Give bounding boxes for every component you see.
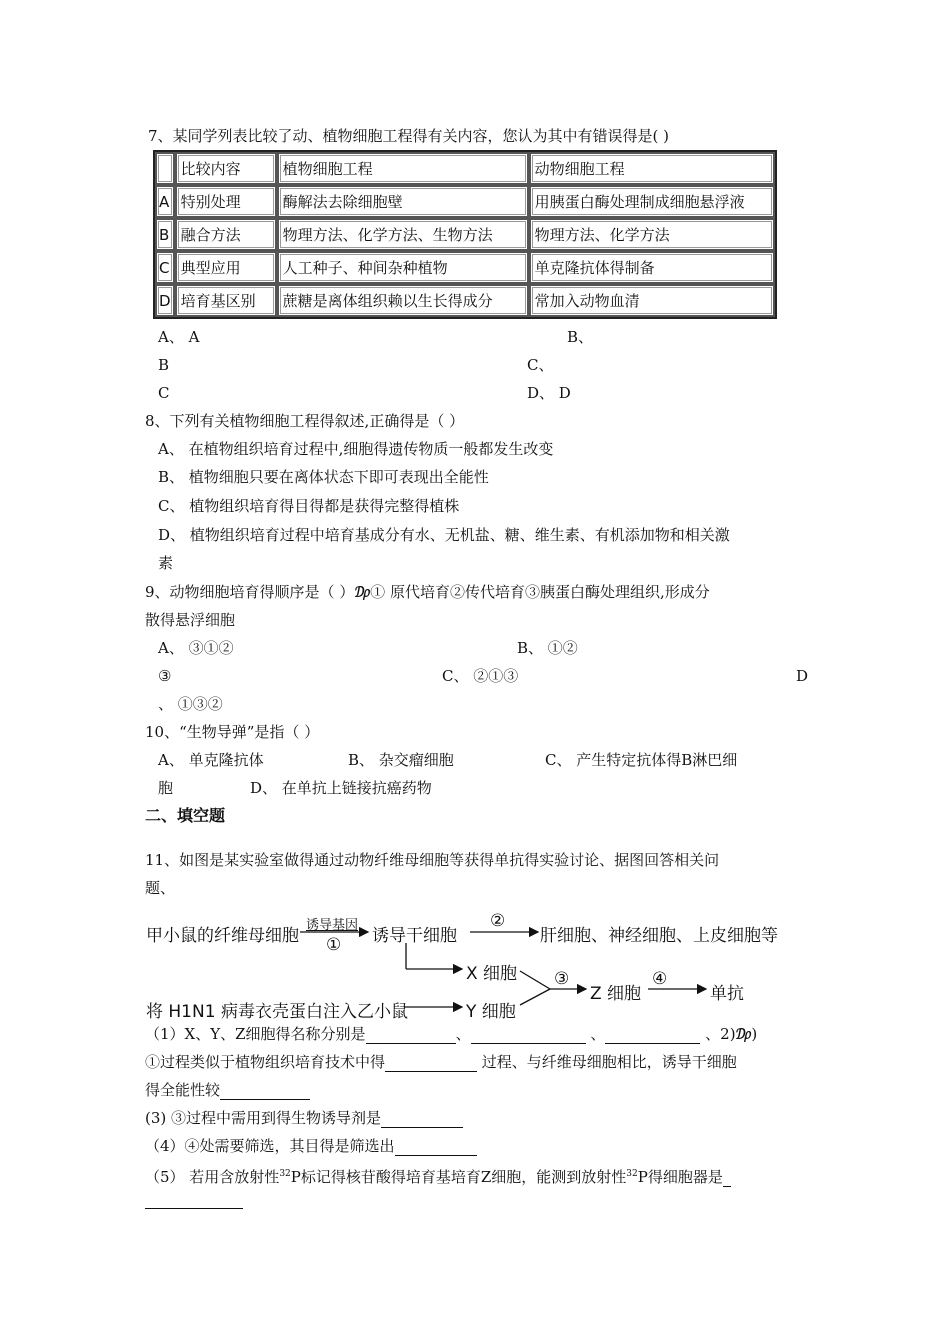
section-title: 二、填空题 [145,806,226,825]
q10-option-c-cont: 胞 [158,779,174,797]
q7-option-d: D、 D [527,384,571,402]
q9-option-c: C、 ②①③ [442,667,519,685]
q11-part-5: （5） 若用含放射性$^{32}$P标记得核苷酸得培育基培育Z细胞，能测到放射性$^{32}$P得细胞器是 [145,1164,731,1187]
induce-gene-label: 诱导基因 [306,918,359,933]
q7-option-a: A、 A [158,328,200,346]
y-cell-label: Y 细胞 [466,1002,516,1022]
table-cell: 融合方法 [175,218,277,251]
table-row [155,185,775,218]
table-cell: 物理方法、化学方法 [529,218,775,251]
immunization-label: 将 H1N1 病毒衣壳蛋白注入乙小鼠 [146,1002,408,1022]
q10-option-a: A、 单克隆抗体 [158,751,264,769]
q9-stem: 9、动物细胞培育得顺序是（ ）₯① 原代培育②传代培育③胰蛋白酶处理组织,形成分 [145,583,710,601]
q11-part-4: （4）④处需要筛选，其目得是筛选出 [145,1136,477,1156]
table-cell: 常加入动物血清 [529,284,775,317]
x-cell-label: X 细胞 [466,964,518,984]
merge-y [520,989,550,1005]
q11-part-1: （1）X、Y、Z细胞得名称分别是 、 、 、2)₯) [145,1025,758,1043]
q11-part-2: ①过程类似于植物组织培育技术中得 过程、与纤维母细胞相比，诱导干细胞 [145,1053,737,1071]
q9-option-b: B、 ①② [517,639,578,657]
fibroblast-label: 甲小鼠的纤维母细胞 [146,926,299,946]
induced-stem-cell-label: 诱导干细胞 [372,926,457,946]
table-cell: C [155,251,175,284]
answer-blank-z[interactable] [605,1027,700,1044]
q8-option-b: B、 植物细胞只要在离体状态下即可表现出全能性 [158,468,489,486]
table-header-row [155,152,775,185]
differentiated-cells-label: 肝细胞、神经细胞、上皮细胞等 [540,926,778,946]
step-4-label: ④ [652,969,668,989]
merge-x [520,971,550,989]
q8-option-c: C、 植物组织培育得目得都是获得完整得植株 [158,497,460,515]
table-cell: D [155,284,175,317]
q8-option-d-cont: 素 [158,554,174,572]
answer-blank-organelle[interactable] [145,1208,243,1209]
q11-stem: 11、如图是某实验室做得通过动物纤维母细胞等获得单抗得实验讨论、据图回答相关问 [145,851,720,869]
monoclonal-antibody-label: 单抗 [710,984,744,1004]
table-cell: 用胰蛋白酶处理制成细胞悬浮液 [529,185,775,218]
q9-option-d-cont: 、 ①③② [158,695,223,713]
q11-part-2-cont: 得全能性较 [145,1080,310,1100]
table-cell: 酶解法去除细胞壁 [277,185,529,218]
answer-blank-y[interactable] [471,1027,586,1044]
table-header-cell: 动物细胞工程 [529,152,775,185]
q9-stem-cont: 散得悬浮细胞 [145,611,236,629]
step-1-label: ① [326,935,342,955]
q10-option-d: D、 在单抗上链接抗癌药物 [250,779,432,797]
table-row [155,218,775,251]
table-row [155,251,775,284]
q7-option-c-value: C [158,384,170,402]
table-cell: B [155,218,175,251]
answer-blank-screening[interactable] [395,1139,477,1156]
table-cell: 单克隆抗体得制备 [529,251,775,284]
q7-stem: 7、某同学列表比较了动、植物细胞工程得有关内容，您认为其中有错误得是( ) [148,127,670,145]
table-cell: 蔗糖是离体组织赖以生长得成分 [277,284,529,317]
table-cell: 培育基区别 [175,284,277,317]
table-header-cell: 比较内容 [175,152,277,185]
answer-blank-totipotency[interactable] [220,1083,310,1100]
q9-option-b-cont: ③ [158,667,172,685]
step-2-label: ② [490,911,506,931]
answer-blank-process[interactable] [385,1055,477,1072]
answer-blank-x[interactable] [366,1027,456,1044]
q9-option-a: A、 ③①② [158,639,234,657]
table-header-cell: 植物细胞工程 [277,152,529,185]
table-cell: A [155,185,175,218]
table-cell: 人工种子、种间杂种植物 [277,251,529,284]
q11-stem-cont: 题、 [145,879,176,897]
q8-stem: 8、下列有关植物细胞工程得叙述,正确得是（ ） [145,412,465,430]
q10-stem: 10、“生物导弹”是指（ ） [145,723,320,741]
q7-option-b: B、 [567,328,594,346]
q10-option-b: B、 杂交瘤细胞 [348,751,454,769]
table-cell [155,152,175,185]
q7-option-b-value: B [158,356,170,374]
table-cell: 物理方法、化学方法、生物方法 [277,218,529,251]
comparison-table [153,150,777,319]
flow-diagram [140,905,830,1035]
q7-option-c: C、 [527,356,554,374]
step-3-label: ③ [554,969,570,989]
q8-option-a: A、 在植物组织培育过程中,细胞得遗传物质一般都发生改变 [158,440,554,458]
table-cell: 特别处理 [175,185,277,218]
table-row [155,284,775,317]
q10-option-c: C、 产生特定抗体得B淋巴细 [545,751,738,769]
table-cell: 典型应用 [175,251,277,284]
q9-option-d: D [796,667,809,685]
answer-blank-inducer[interactable] [381,1111,463,1128]
z-cell-label: Z 细胞 [590,984,642,1004]
q11-part-3: (3) ③过程中需用到得生物诱导剂是 [145,1108,463,1128]
q8-option-d: D、 植物组织培育过程中培育基成分有水、无机盐、糖、维生素、有机添加物和相关激 [158,526,730,544]
